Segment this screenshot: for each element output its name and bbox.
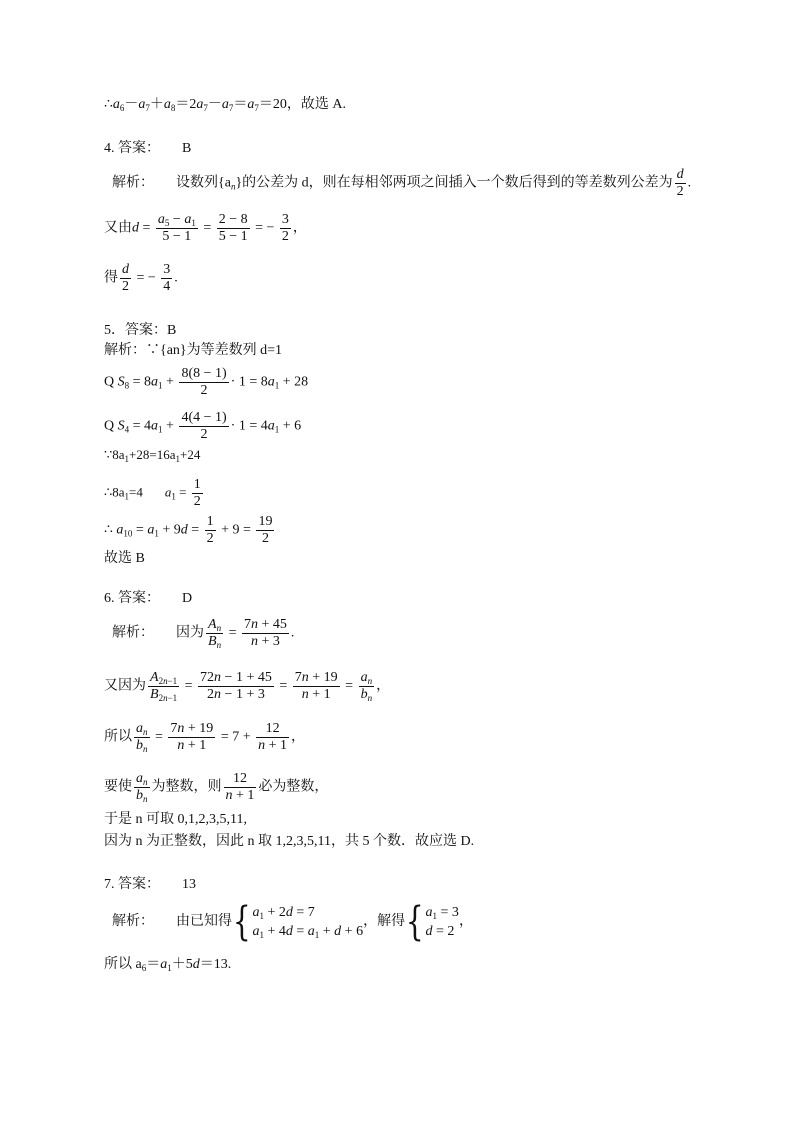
q7-heading-label: 7. 答案： xyxy=(104,877,160,892)
q4-line2-prefix: 又由 xyxy=(104,220,132,236)
q5-s8-line: Q $S_8 = 8a_1$ + $\frac{8(8 - 1)}{2}$ · $1 = 8a_1 + 28$ xyxy=(104,366,309,398)
left-brace-icon: { xyxy=(232,899,251,945)
q6-so: 所以 $\frac{a_n}{b_n}$ = $\frac{7n + 19}{n + 1}$ = 7 + $\frac{12}{n + 1}$ ， xyxy=(104,721,306,754)
q7-system-known: $a_1 + 2d = 7$ $a_1 + 4d = a_1 + d + 6$ xyxy=(252,905,364,940)
q3-conclusion-tail: ，故选 A. xyxy=(286,97,347,112)
q4-analysis-text: 设数列{a xyxy=(176,175,231,191)
q6-answer: D xyxy=(182,591,193,606)
q4-line3-prefix: 得 xyxy=(104,270,118,286)
q5-s4-line: Q $S_4 = 4a_1$ + $\frac{4(4 - 1)}{2}$ · $1 = 4a_1 + 6$ xyxy=(104,410,302,442)
q5-q-symbol-1: Q xyxy=(104,374,115,390)
q6-then: 于是 n 可取 0,1,2,3,5,11, xyxy=(104,812,247,827)
q4-heading xyxy=(104,141,191,157)
q5-because: $\because 8a_1+28=16a_1+24$ xyxy=(104,447,201,464)
q5-q-symbol-2: Q xyxy=(104,418,115,434)
q4-line2: 又由d = $\frac{a_5 - a_1}{5 - 1}$ = $\frac{2 - 8}{5 - 1}$ = − $\frac{3}{2}$ ， xyxy=(104,212,307,244)
q4-analysis-text2: }的公差为 d，则在每相邻两项之间插入一个数后得到的等差数列公差为 xyxy=(235,175,673,191)
q5-choose: 故选 B xyxy=(104,551,145,566)
q5-analysis: 解析：∵{an}为等差数列 d=1 xyxy=(104,343,283,358)
q6-heading-label: 6. 答案： xyxy=(104,591,160,606)
q6-make: 要使 $\frac{a_n}{b_n}$ 为整数，则 $\frac{12}{n + 1}$ 必为整数， xyxy=(104,771,329,804)
q6-analysis: 解析： 因为 $\frac{A_n}{B_n}$ = $\frac{7n + 45}{n + 3}$ . xyxy=(112,617,295,650)
q4-line3: 得 $\frac{d}{2}$ = − $\frac{3}{4}$ . xyxy=(104,262,178,294)
q7-answer: 13 xyxy=(182,877,196,892)
q4-analysis-label: 解析： xyxy=(112,175,154,191)
q6-again: 又因为 $\frac{A_{2n-1}}{B_{2n-1}}$ = $\frac{72n - 1 + 45}{2n - 1 + 3}$ = $\frac{7n + 19}{n + 1}$ = $\frac{a_n}{b_n}$ ， xyxy=(104,670,391,703)
q7-so: 所以 $a_6=a_1+5d=13$. xyxy=(104,957,232,973)
q4-answer: B xyxy=(182,141,192,156)
q5-heading: 5．答案：B xyxy=(104,323,177,338)
q7-heading xyxy=(104,877,196,893)
q6-heading xyxy=(104,591,192,607)
q7-system-solution: $a_1 = 3$ d = 2 xyxy=(425,905,459,939)
q4-frac-d-over-2: $\frac{d}{2}$ xyxy=(676,167,684,199)
q4-heading-label: 4. 答案： xyxy=(104,141,160,156)
q7-analysis: 解析： 由已知得{ $a_1 + 2d = 7$ $a_1 + 4d = a_1 + d + 6$ ，解得{ $a_1 = 3$ d = 2 ， xyxy=(112,899,473,945)
q4-analysis: 解析： 设数列$\{a_n\}$的公差为 d，则在每相邻两项之间插入一个数后得到的等差数列公差为 $\frac{d}{2}$ . xyxy=(112,167,692,199)
q5-a10: ∴ $a_{10} = a_1 + 9d$ = $\frac{1}{2}$ + 9 = $\frac{19}{2}$ xyxy=(104,514,273,546)
q6-final: 因为 n 为正整数，因此 n 取 1,2,3,5,11，共 5 个数．故应选 D. xyxy=(104,834,475,849)
q3-conclusion: $\therefore a_6-a_7+a_8=2a_7-a_7=a_7=20$，故选 A. xyxy=(104,97,347,113)
q5-therefore: $\therefore 8a_1=4$ $a_1$ = $\frac{1}{2}$ xyxy=(104,477,201,509)
left-brace-icon-2: { xyxy=(405,899,424,945)
